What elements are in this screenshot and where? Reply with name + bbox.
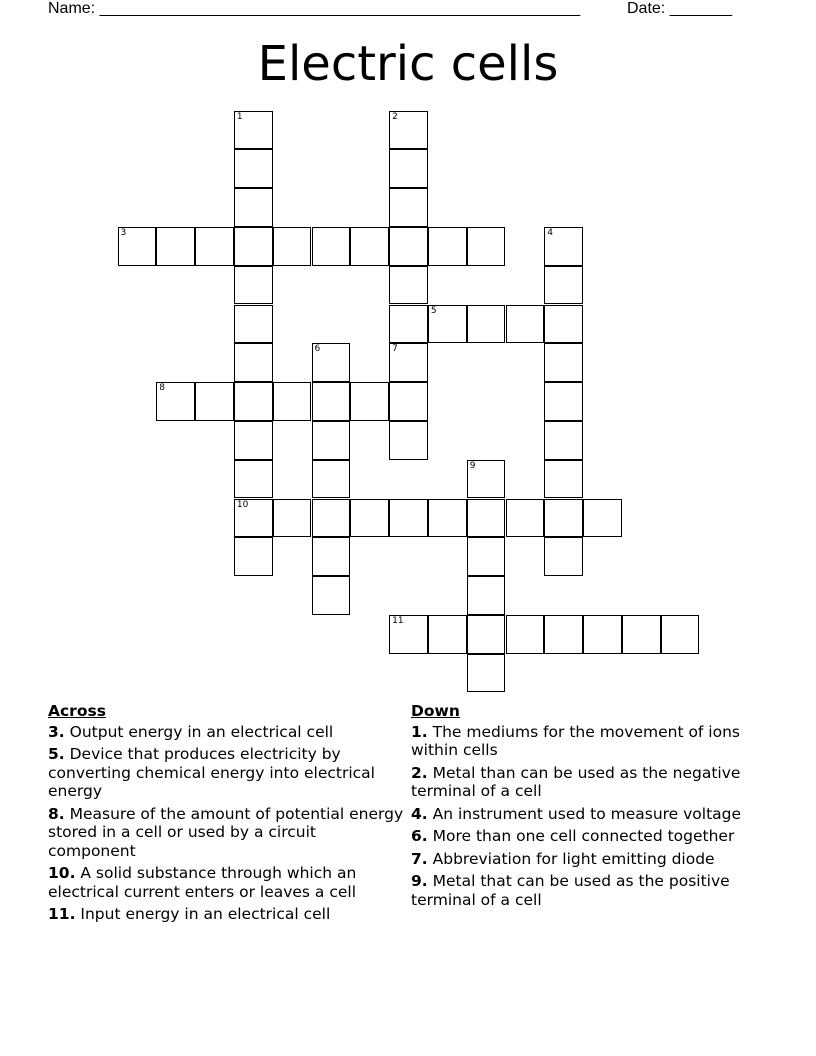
crossword-cell[interactable] [350,382,389,421]
crossword-cell[interactable] [544,266,583,305]
crossword-cell[interactable] [506,615,545,654]
clue-number-label: 1 [236,111,243,122]
clue-text: The mediums for the movement of ions within cells [411,722,740,759]
crossword-cell[interactable] [234,111,273,150]
crossword-cell[interactable] [467,654,506,693]
crossword-cell[interactable] [234,305,273,344]
crossword-cell[interactable] [312,382,351,421]
crossword-cell[interactable] [467,615,506,654]
clue-number-label: 2 [392,111,398,122]
clue-down-6 [411,827,756,846]
crossword-cell[interactable] [467,537,506,576]
clue-number-label: 11 [392,615,404,626]
crossword-cell[interactable] [234,499,273,538]
clue-text: Output energy in an electrical cell [69,722,334,741]
crossword-cell[interactable] [234,343,273,382]
crossword-cell[interactable] [118,227,157,266]
clue-text: Metal than can be used as the negative terminal of a cell [411,763,741,800]
clue-number-label: 3 [120,227,127,238]
crossword-cell[interactable] [273,382,312,421]
crossword-cell[interactable] [389,499,428,538]
clue-number: 8. [48,804,65,823]
crossword-cell[interactable] [544,615,583,654]
crossword-cell[interactable] [428,305,467,344]
crossword-cell[interactable] [389,382,428,421]
clue-number: 3. [48,722,65,741]
crossword-cell[interactable] [428,499,467,538]
crossword-cell[interactable] [312,421,351,460]
crossword-cell[interactable] [195,382,234,421]
crossword-cell[interactable] [506,499,545,538]
crossword-cell[interactable] [544,499,583,538]
crossword-cell[interactable] [467,576,506,615]
clue-number: 4. [411,804,428,823]
crossword-cell[interactable] [273,227,312,266]
clue-number-label: 7 [392,344,398,355]
clue-number: 5. [48,745,65,763]
crossword-cell[interactable] [428,615,467,654]
name-label: Name: [48,0,96,17]
crossword-cell[interactable] [312,227,351,266]
crossword-cell[interactable] [350,227,389,266]
clue-text: Measure of the amount of potential energy stored in a cell or used by a circuit component [48,804,404,860]
clue-text: Metal that can be used as the positive terminal of a cell [411,872,730,909]
crossword-cell[interactable] [389,343,428,382]
crossword-cell[interactable] [467,227,506,266]
crossword-cell[interactable] [544,421,583,460]
crossword-cell[interactable] [156,382,195,421]
crossword-cell[interactable] [234,188,273,227]
clue-text: An instrument used to measure voltage [432,804,742,823]
crossword-cell[interactable] [544,227,583,266]
crossword-cell[interactable] [234,537,273,576]
crossword-cell[interactable] [156,227,195,266]
clue-number-label: 8 [159,383,166,394]
crossword-cell[interactable] [312,499,351,538]
clue-text: More than one cell connected together [432,827,735,845]
crossword-cell[interactable] [389,149,428,188]
across-clues [48,702,408,928]
date-label: Date: [627,0,666,17]
crossword-cell[interactable] [506,305,545,344]
clue-number: 2. [411,763,428,782]
crossword-cell[interactable] [467,305,506,344]
clue-across-5 [48,745,408,801]
page-title: Electric cells [257,36,559,92]
clue-number: 6. [411,827,428,845]
clue-number: 11. [48,905,76,923]
crossword-cell[interactable] [583,615,622,654]
crossword-cell[interactable] [234,266,273,305]
crossword-cell[interactable] [389,305,428,344]
crossword-cell[interactable] [622,615,661,654]
down-heading: Down [411,702,460,720]
clue-down-4 [411,805,756,824]
clue-number: 1. [411,722,428,741]
crossword-cell[interactable] [234,421,273,460]
crossword-cell[interactable] [312,576,351,615]
clue-number-label: 5 [430,305,437,316]
crossword-cell[interactable] [544,460,583,499]
crossword-cell[interactable] [389,111,428,150]
crossword-cell[interactable] [312,460,351,499]
crossword-cell[interactable] [428,227,467,266]
crossword-cell[interactable] [312,343,351,382]
crossword-cell[interactable] [389,421,428,460]
name-line: ______________________________________________________ [99,0,581,17]
clue-number-label: 9 [469,460,476,471]
crossword-cell[interactable] [467,460,506,499]
crossword-cell[interactable] [312,537,351,576]
down-clues [411,702,756,913]
clue-number: 9. [411,872,428,890]
crossword-cell[interactable] [389,266,428,305]
crossword-cell[interactable] [234,382,273,421]
clue-across-8 [48,805,408,861]
clue-down-9 [411,872,756,909]
clue-down-1 [411,723,756,760]
crossword-cell[interactable] [234,149,273,188]
crossword-cell[interactable] [544,343,583,382]
clue-text: Device that produces electricity by converting chemical energy into electrical energy [48,745,375,800]
crossword-cell[interactable] [544,382,583,421]
clue-text: A solid substance through which an electrical current enters or leaves a cell [48,864,357,901]
crossword-cell[interactable] [389,188,428,227]
across-heading: Across [48,702,106,720]
crossword-cell[interactable] [583,499,622,538]
crossword-cell[interactable] [467,499,506,538]
crossword-cell[interactable] [661,615,700,654]
crossword-cell[interactable] [234,460,273,499]
crossword-cell[interactable] [234,227,273,266]
crossword-cell[interactable] [544,305,583,344]
clue-across-10 [48,864,408,901]
clue-across-11 [48,905,408,924]
date-line: _______ [669,0,732,17]
clue-number-label: 6 [314,344,321,355]
clue-number: 10. [48,864,76,882]
crossword-cell[interactable] [389,615,428,654]
clue-text: Input energy in an electrical cell [80,905,331,923]
crossword-cell[interactable] [273,499,312,538]
crossword-cell[interactable] [195,227,234,266]
crossword-cell[interactable] [350,499,389,538]
clue-number: 7. [411,849,428,868]
clue-across-3 [48,723,408,742]
clue-text: Abbreviation for light emitting diode [432,849,715,868]
crossword-cell[interactable] [389,227,428,266]
crossword-cell[interactable] [544,537,583,576]
clue-number-label: 4 [547,227,554,238]
clue-down-2 [411,764,756,801]
clue-down-7 [411,850,756,869]
clue-number-label: 10 [236,499,249,510]
